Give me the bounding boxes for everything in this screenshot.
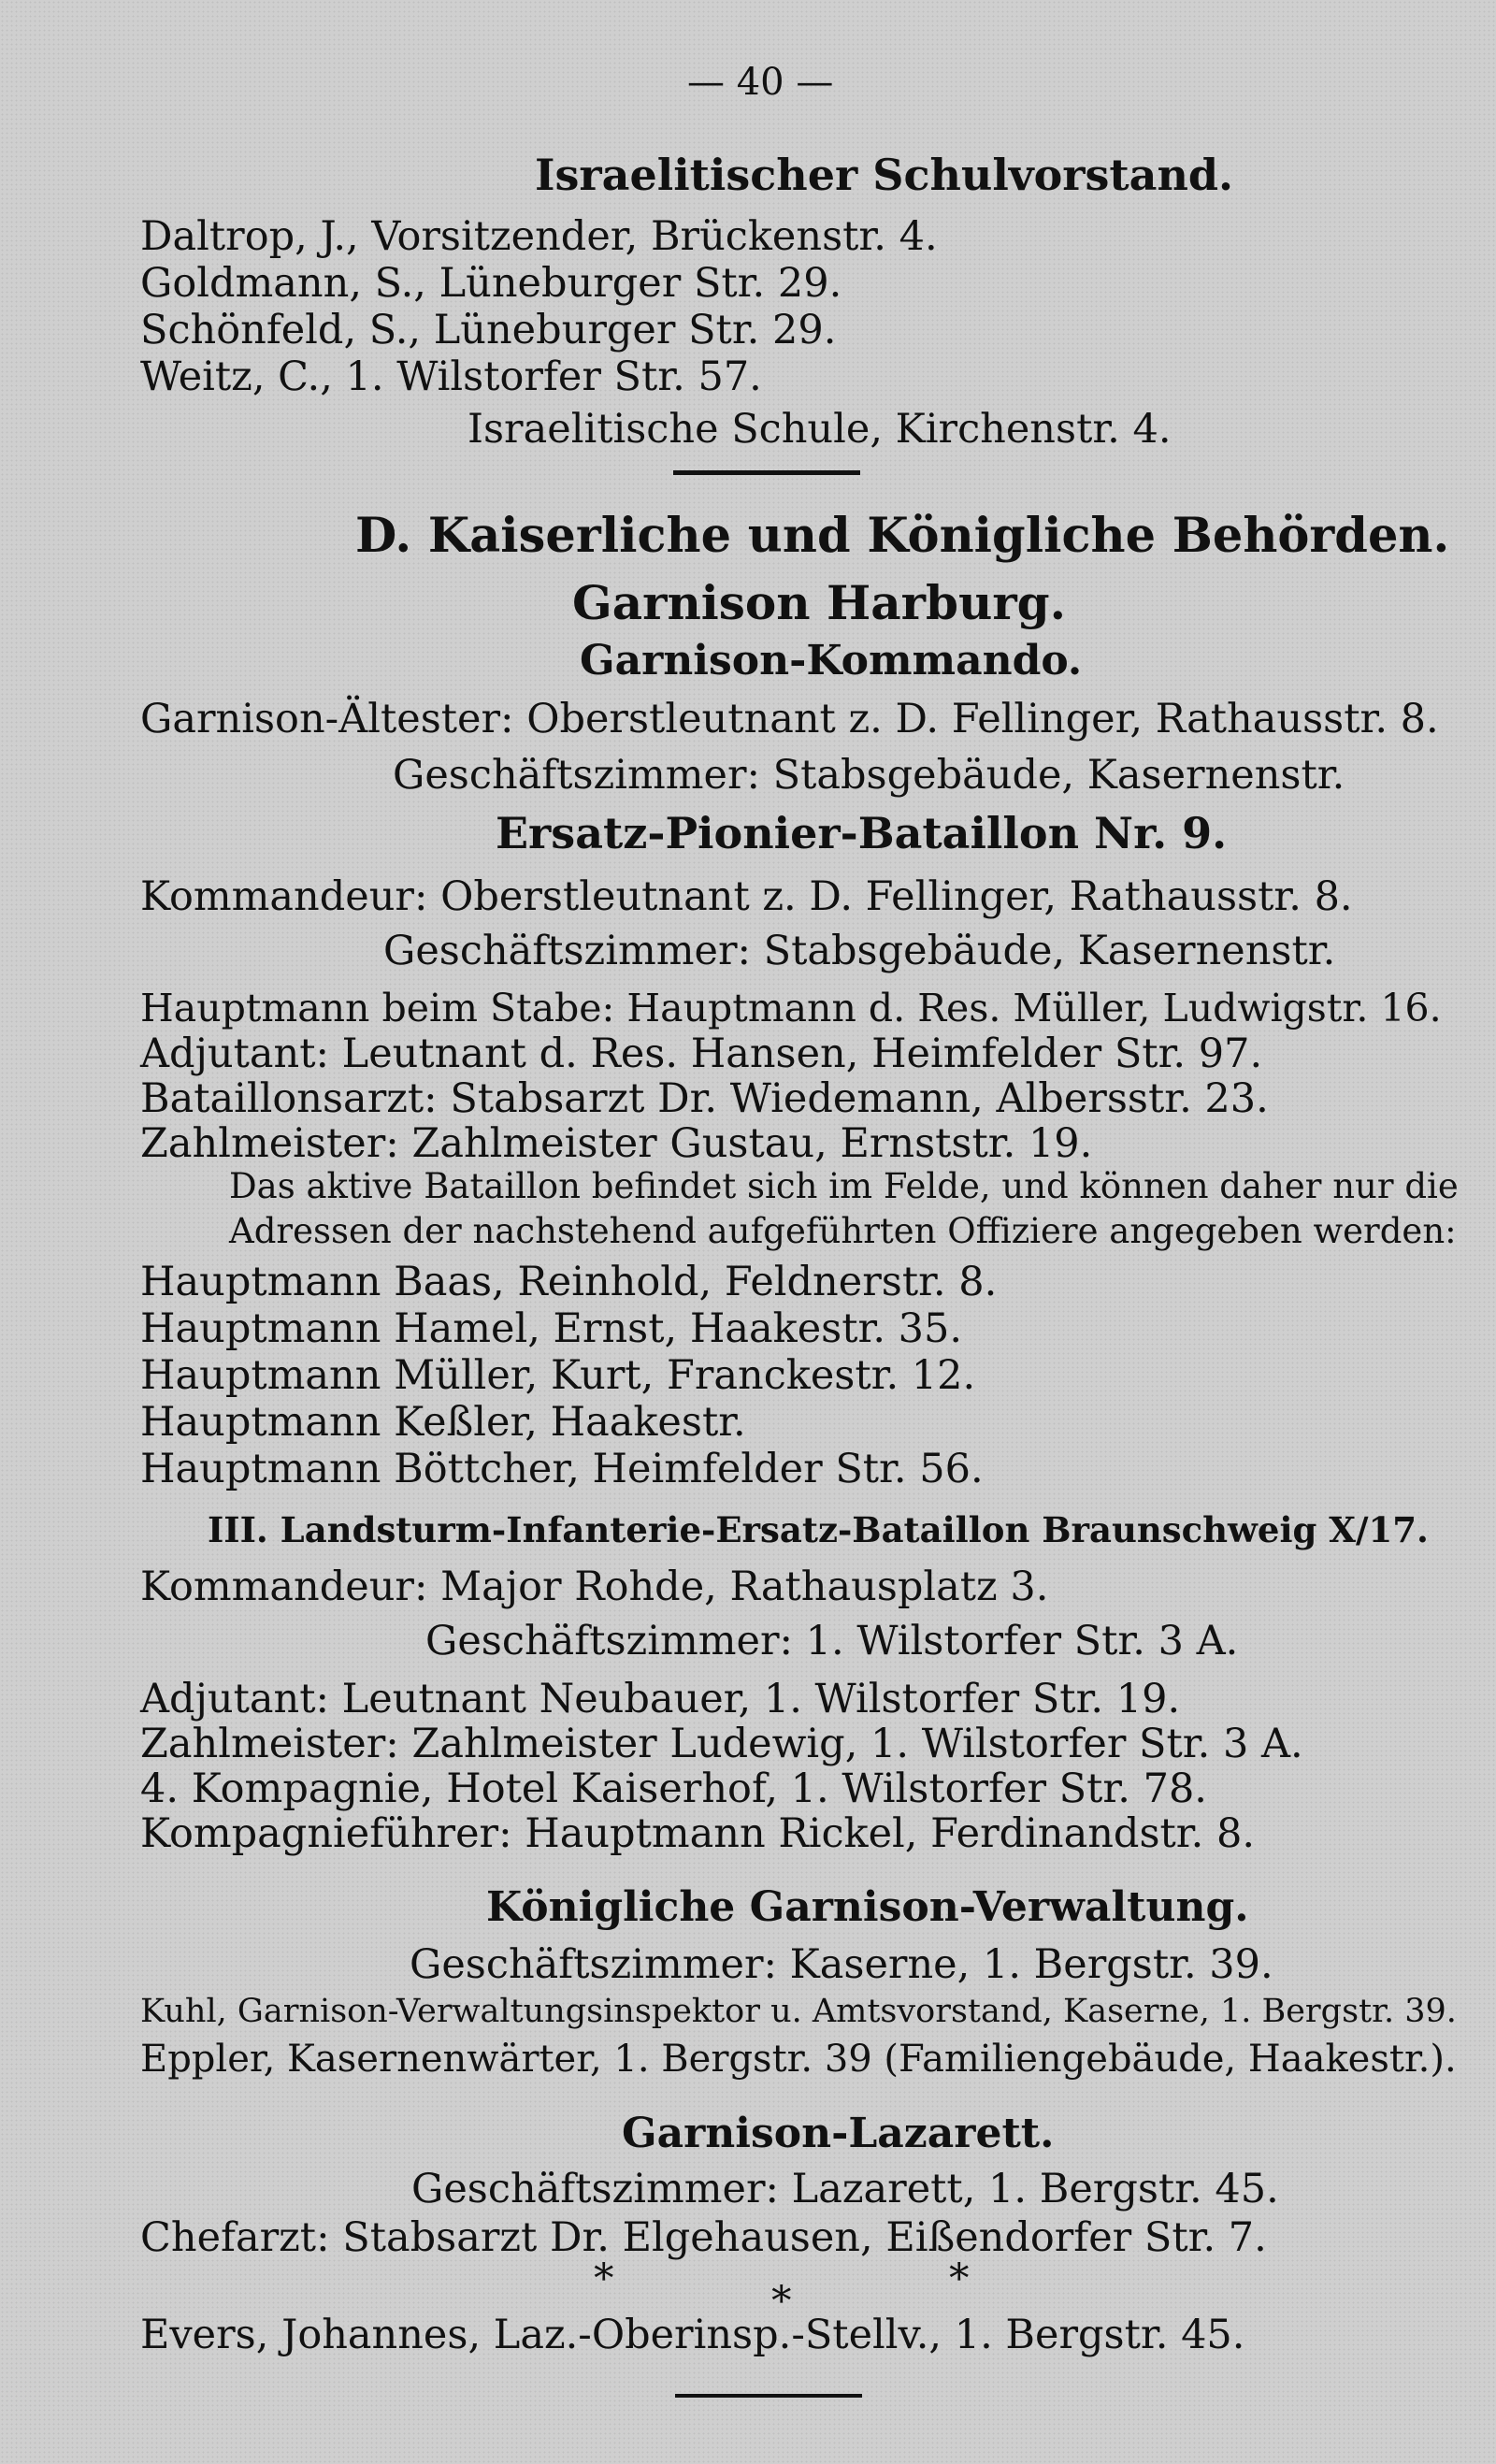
garnison-aeltester: Garnison-Ältester: Oberstleutnant z. D. Fellinger, Rathausstr. 8. bbox=[140, 696, 1439, 742]
officer-boettcher: Hauptmann Böttcher, Heimfelder Str. 56. bbox=[140, 1446, 984, 1492]
verwaltung-eppler: Eppler, Kasernenwärter, 1. Bergstr. 39 (Familiengebäude, Haakestr.). bbox=[140, 2038, 1457, 2081]
pionier-note-line-1: Das aktive Bataillon befindet sich im Felde, und können daher nur die bbox=[229, 1166, 1459, 1206]
bottom-rule bbox=[675, 2394, 862, 2398]
landsturm-adjutant: Adjutant: Leutnant Neubauer, 1. Wilstorfer Str. 19. bbox=[140, 1676, 1181, 1722]
kommando-geschaeftszimmer: Geschäftszimmer: Stabsgebäude, Kasernenstr. bbox=[393, 752, 1345, 799]
entry-weitz: Weitz, C., 1. Wilstorfer Str. 57. bbox=[140, 353, 762, 400]
officer-mueller: Hauptmann Müller, Kurt, Franckestr. 12. bbox=[140, 1352, 976, 1399]
divider-rule bbox=[673, 470, 860, 475]
verwaltung-kuhl: Kuhl, Garnison-Verwaltungsinspektor u. Amtsvorstand, Kaserne, 1. Bergstr. 39. bbox=[140, 1993, 1457, 2030]
pionier-adjutant: Adjutant: Leutnant d. Res. Hansen, Heimfelder Str. 97. bbox=[140, 1030, 1263, 1077]
officer-kessler: Hauptmann Keßler, Haakestr. bbox=[140, 1399, 746, 1446]
heading-israelitischer-schulvorstand: Israelitischer Schulvorstand. bbox=[535, 150, 1234, 200]
entry-goldmann: Goldmann, S., Lüneburger Str. 29. bbox=[140, 260, 842, 307]
landsturm-kommandeur: Kommandeur: Major Rohde, Rathausplatz 3. bbox=[140, 1563, 1049, 1610]
separator-star-1: * bbox=[594, 2255, 614, 2302]
landsturm-kompagnie: 4. Kompagnie, Hotel Kaiserhof, 1. Wilstorfer Str. 78. bbox=[140, 1765, 1207, 1812]
pionier-bataillonsarzt: Bataillonsarzt: Stabsarzt Dr. Wiedemann, Albersstr. 23. bbox=[140, 1075, 1269, 1122]
section-d-heading: D. Kaiserliche und Königliche Behörden. bbox=[355, 508, 1450, 564]
separator-star-3: * bbox=[949, 2255, 970, 2302]
israelitische-schule: Israelitische Schule, Kirchenstr. 4. bbox=[468, 406, 1172, 453]
pionier-bataillon-heading: Ersatz-Pionier-Bataillon Nr. 9. bbox=[496, 808, 1228, 858]
verwaltung-geschaeftszimmer: Geschäftszimmer: Kaserne, 1. Bergstr. 39. bbox=[410, 1941, 1273, 1988]
pionier-zahlmeister: Zahlmeister: Zahlmeister Gustau, Ernststr. 19. bbox=[140, 1120, 1093, 1167]
officer-baas: Hauptmann Baas, Reinhold, Feldnerstr. 8. bbox=[140, 1259, 998, 1305]
officer-hamel: Hauptmann Hamel, Ernst, Haakestr. 35. bbox=[140, 1305, 963, 1352]
pionier-kommandeur: Kommandeur: Oberstleutnant z. D. Fellinger, Rathausstr. 8. bbox=[140, 873, 1353, 920]
garnison-lazarett-heading: Garnison-Lazarett. bbox=[622, 2110, 1055, 2157]
pionier-note-line-2: Adressen der nachstehend aufgeführten Offiziere angegeben werden: bbox=[229, 1211, 1457, 1251]
entry-schoenfeld: Schönfeld, S., Lüneburger Str. 29. bbox=[140, 307, 837, 353]
garnison-harburg-heading: Garnison Harburg. bbox=[572, 575, 1067, 630]
separator-star-2: * bbox=[771, 2278, 792, 2325]
garnison-kommando-heading: Garnison-Kommando. bbox=[580, 637, 1083, 684]
garnison-verwaltung-heading: Königliche Garnison-Verwaltung. bbox=[486, 1883, 1249, 1931]
lazarett-geschaeftszimmer: Geschäftszimmer: Lazarett, 1. Bergstr. 45. bbox=[411, 2166, 1279, 2212]
lazarett-chefarzt: Chefarzt: Stabsarzt Dr. Elgehausen, Eißendorfer Str. 7. bbox=[140, 2214, 1267, 2261]
landsturm-geschaeftszimmer: Geschäftszimmer: 1. Wilstorfer Str. 3 A. bbox=[425, 1618, 1239, 1664]
pionier-hauptmann-stab: Hauptmann beim Stabe: Hauptmann d. Res. Müller, Ludwigstr. 16. bbox=[140, 986, 1442, 1030]
lazarett-evers: Evers, Johannes, Laz.-Oberinsp.-Stellv., 1. Bergstr. 45. bbox=[140, 2312, 1245, 2358]
landsturm-kompagniefuehrer: Kompagnieführer: Hauptmann Rickel, Ferdinandstr. 8. bbox=[140, 1810, 1255, 1857]
entry-daltrop: Daltrop, J., Vorsitzender, Brückenstr. 4. bbox=[140, 213, 938, 260]
page-number: — 40 — bbox=[687, 61, 834, 104]
pionier-geschaeftszimmer: Geschäftszimmer: Stabsgebäude, Kasernenstr. bbox=[383, 928, 1336, 974]
landsturm-zahlmeister: Zahlmeister: Zahlmeister Ludewig, 1. Wilstorfer Str. 3 A. bbox=[140, 1721, 1303, 1767]
landsturm-bataillon-heading: III. Landsturm-Infanterie-Ersatz-Bataillon Braunschweig X/17. bbox=[208, 1509, 1429, 1550]
